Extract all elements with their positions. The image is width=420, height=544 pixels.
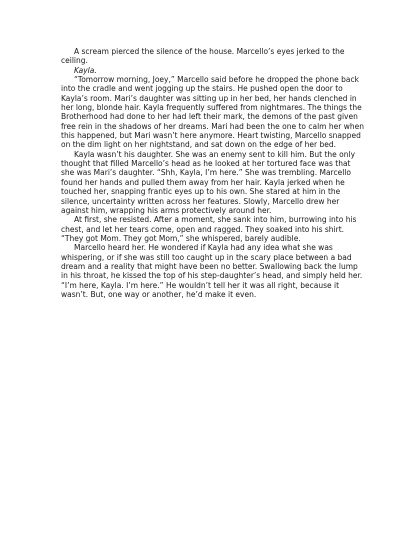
paragraph-holding: Marcello heard her. He wondered if Kayla had any idea what she was whispering, or if she was still too caught up in the scary place between a bad dream and a reality that might have been no better. Swallowing back the lump in his throat, he kissed the top of his step-daughter’s head, and simply held her. “I’m here, Kayla. I’m here.” He wouldn’t tell her it was all right, because it wasn’t. But, one way or another, he’d make it even. bbox=[61, 243, 363, 299]
paragraph-kayla-thought: Kayla. bbox=[74, 65, 97, 75]
paragraph-scream: A scream pierced the silence of the house. Marcello’s eyes jerked to the ceiling. bbox=[61, 47, 345, 66]
paragraph-comfort: Kayla wasn’t his daughter. She was an enemy sent to kill him. But the only thought that filled Marcello’s head as he looked at her tortured face was that she was Mari’s daughter. “Shh, Kayla, I’m here.” She was trembling. Marcello found her hands and pulled them away from her hair. Kayla jerked when he touched her, snapping frantic eyes up to his own. She stared at him in the silence, uncertainty written across her features. Slowly, Marcello drew her against him, wrapping his arms protectively around her. bbox=[61, 149, 356, 215]
document-body bbox=[61, 47, 365, 299]
paragraph-nightmare: “Tomorrow morning, Joey,” Marcello said before he dropped the phone back into the cradle and went jogging up the stairs. He pushed open the door to Kayla’s room. Mari’s daughter was sitting up in her bed, her hands clenched in her long, blonde hair. Kayla frequently suffered from nightmares. The things the Brotherhood had done to her had left their mark, the demons of the past given free rein in the shadows of her dreams. Mari had been the one to calm her when this happened, but Mari wasn’t here anymore. Heart twisting, Marcello snapped on the dim light on her nightstand, and sat down on the edge of her bed. bbox=[61, 75, 364, 150]
paragraph-tears: At first, she resisted. After a moment, she sank into him, burrowing into his chest, and let her tears come, open and ragged. They soaked into his shirt. “They got Mom. They got Mom,” she whispered, barely audible. bbox=[61, 215, 357, 243]
